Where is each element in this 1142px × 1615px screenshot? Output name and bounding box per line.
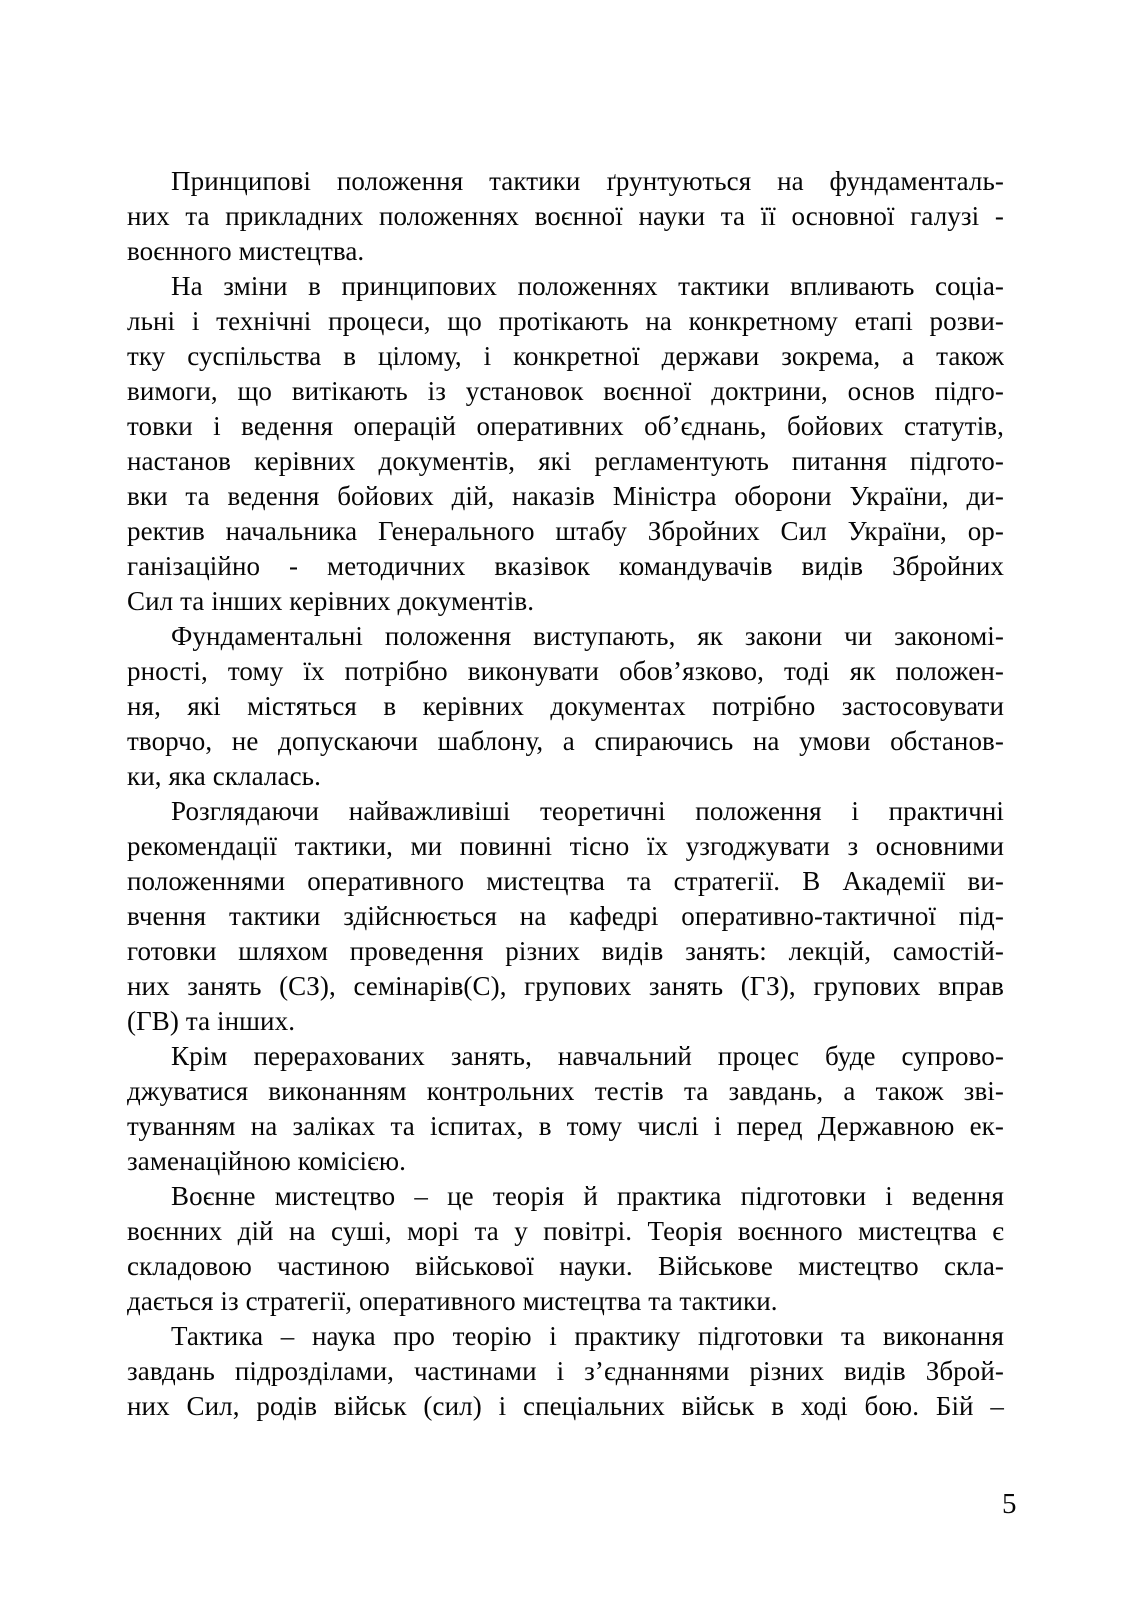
text-line: льні і технічні процеси, що протікають на конкретному етапі розви- <box>127 306 1004 336</box>
text-line: ня, які містяться в керівних документах потрібно застосовувати <box>127 691 1004 721</box>
text-line: джуватися виконанням контрольних тестів та завдань, а також зві- <box>127 1076 1004 1106</box>
paragraph-2 <box>127 269 1004 619</box>
text-line: рності, тому їх потрібно виконувати обов’язково, тоді як положен- <box>127 656 1004 686</box>
page-number: 5 <box>1002 1488 1017 1520</box>
text-line: тку суспільства в цілому, і конкретної держави зокрема, а також <box>127 341 1004 371</box>
text-line: воєнних дій на суші, морі та у повітрі. Теорія воєнного мистецтва є <box>127 1216 1004 1246</box>
text-line: (ГВ) та інших. <box>127 1006 296 1036</box>
text-line: Тактика – наука про теорію і практику підготовки та виконання <box>171 1321 1004 1351</box>
text-line: них та прикладних положеннях воєнної науки та її основної галузі - <box>127 201 1004 231</box>
text-line: них занять (СЗ), семінарів(С), групових занять (ГЗ), групових вправ <box>127 971 1004 1001</box>
text-line: воєнного мистецтва. <box>127 236 365 266</box>
text-block <box>127 164 1004 1424</box>
text-line: На зміни в принципових положеннях тактики впливають соціа- <box>171 271 1004 301</box>
text-line: Розглядаючи найважливіші теоретичні положення і практичні <box>171 796 1004 826</box>
text-line: настанов керівних документів, які регламентують питання підгото- <box>127 446 1004 476</box>
text-line: рекомендації тактики, ми повинні тісно їх узгоджувати з основними <box>127 831 1004 861</box>
text-line: вимоги, що витікають із установок воєнної доктрини, основ підго- <box>127 376 1004 406</box>
text-line: Сил та інших керівних документів. <box>127 586 535 616</box>
paragraph-3 <box>127 619 1004 794</box>
text-line: ганізаційно - методичних вказівок командувачів видів Збройних <box>127 551 1004 581</box>
text-line: Фундаментальні положення виступають, як закони чи закономі- <box>171 621 1004 651</box>
text-line: туванням на заліках та іспитах, в тому числі і перед Державною ек- <box>127 1111 1004 1141</box>
paragraph-7 <box>127 1319 1004 1424</box>
text-line: складовою частиною військової науки. Військове мистецтво скла- <box>127 1251 1004 1281</box>
text-line: заменаційною комісією. <box>127 1146 406 1176</box>
text-line: Воєнне мистецтво – це теорія й практика підготовки і ведення <box>171 1181 1004 1211</box>
text-line: готовки шляхом проведення різних видів занять: лекцій, самостій- <box>127 936 1004 966</box>
text-line: вчення тактики здійснюється на кафедрі оперативно-тактичної під- <box>127 901 1004 931</box>
text-line: завдань підрозділами, частинами і з’єднаннями різних видів Зброй- <box>127 1356 1004 1386</box>
text-line: ректив начальника Генерального штабу Збройних Сил України, ор- <box>127 516 1004 546</box>
text-line: ки, яка склалась. <box>127 761 321 791</box>
paragraph-4 <box>127 794 1004 1039</box>
text-line: товки і ведення операцій оперативних об’єднань, бойових статутів, <box>127 411 1004 441</box>
paragraph-5 <box>127 1039 1004 1179</box>
paragraph-1 <box>127 164 1004 269</box>
text-line: дається із стратегії, оперативного мистецтва та тактики. <box>127 1286 778 1316</box>
text-line: творчо, не допускаючи шаблону, а спираючись на умови обстанов- <box>127 726 1004 756</box>
text-line: положеннями оперативного мистецтва та стратегії. В Академії ви- <box>127 866 1004 896</box>
paragraph-6 <box>127 1179 1004 1319</box>
text-line: вки та ведення бойових дій, наказів Міністра оборони України, ди- <box>127 481 1004 511</box>
text-line: Крім перерахованих занять, навчальний процес буде супрово- <box>171 1041 1004 1071</box>
text-line: них Сил, родів військ (сил) і спеціальних військ в ході бою. Бій – <box>127 1391 1004 1421</box>
text-line: Принципові положення тактики ґрунтуються на фундаменталь- <box>171 166 1004 196</box>
